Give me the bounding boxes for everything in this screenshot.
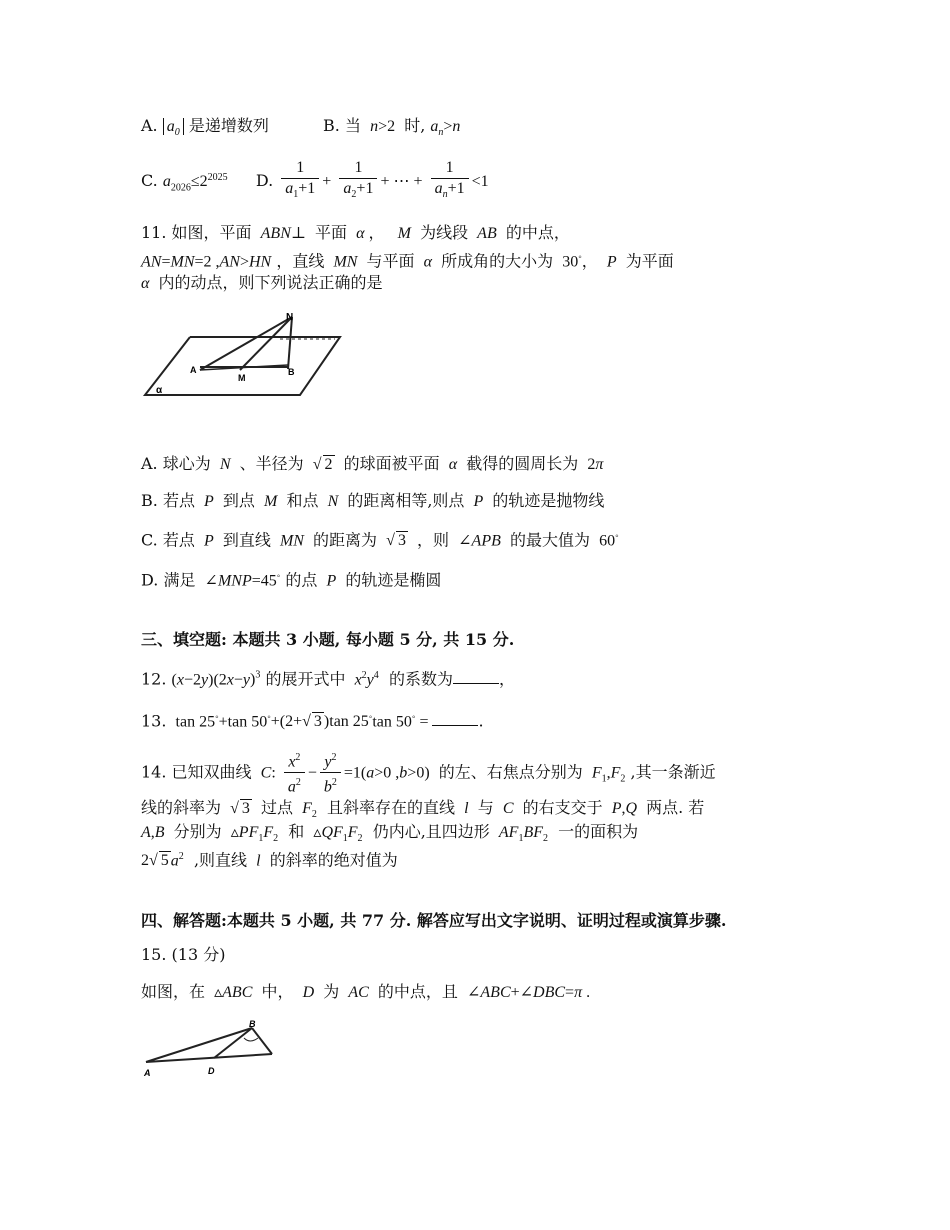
q13-answer-blank[interactable] xyxy=(432,711,478,726)
q11-line-2: AN=MN=2 ,AN>HN ，直线 MN 与平面 α 所成角的大小为 30◦， P 为平面 xyxy=(141,251,674,271)
q14-line-3: A,B 分别为 $▵PF_1F_2$ 和 $▵QF_1F_2$ 仍内心,且四边形 $AF_1BF_2$ 一的面积为 xyxy=(141,822,639,845)
q10-option-a-b-line: A. $a_0$ 是递增数列 B. 当 n>2 时, $a_n>n$ xyxy=(141,116,461,139)
section-4-title: 四、解答题:本题共 5 小题, 共 77 分. 解答应写出文字说明、证明过程或演算步骤. xyxy=(141,911,727,930)
q13: 13. tan 25◦+tan 50◦+(2+√ 3 )tan 25◦tan 50◦ = . xyxy=(141,711,484,731)
q14-line-4: 2√ 5 $a^2$ ,则直线 l 的斜率的绝对值为 xyxy=(141,850,398,870)
label-b: B xyxy=(249,1019,256,1029)
label-b: B xyxy=(288,367,295,377)
label-a: A xyxy=(190,365,197,375)
label-a: A xyxy=(144,1068,151,1078)
q15-figure xyxy=(142,1018,282,1080)
q11-option-a: A. 球心为 N 、半径为 √ 2 的球面被平面 α 截得的圆周长为 2π xyxy=(141,454,604,473)
segment-bc xyxy=(252,1028,272,1054)
label-n: N xyxy=(286,312,294,323)
q15-header: 15. (13 分) xyxy=(141,945,226,964)
q11-figure xyxy=(140,305,350,405)
section-3-title: 三、填空题: 本题共 3 小题, 每小题 5 分, 共 15 分. xyxy=(141,630,515,649)
q11-line-3: α 内的动点，则下列说法正确的是 xyxy=(141,273,383,292)
segment-an xyxy=(200,317,292,370)
segment-db xyxy=(214,1028,252,1058)
label-alpha: α xyxy=(156,385,163,396)
label-d: D xyxy=(208,1066,215,1076)
q14-line-1: 14. 已知双曲线 C: $\frac{x^2}{a^2}$ − $\frac{y^2}{b^2}$ =1(a>0 ,b>0) 的左、右焦点分别为 $F_1,F_2$ ,其一条渐近 xyxy=(141,748,716,802)
q12-answer-blank[interactable] xyxy=(453,669,499,684)
abs-a0: $a_0$ xyxy=(163,118,184,135)
q14-line-2: 线的斜率为 √ 3 过点 $F_2$ 且斜率存在的直线 l 与 C 的右支交于 P,Q 两点. 若 xyxy=(141,798,705,821)
q11-option-b: B. 若点 P 到点 M 和点 N 的距离相等,则点 P 的轨迹是抛物线 xyxy=(141,491,605,510)
q11-option-c: C. 若点 P 到直线 MN 的距离为 √ 3 ，则 ∠APB 的最大值为 60◦ xyxy=(141,530,619,550)
label-m: M xyxy=(238,373,246,383)
q10-option-c-d-line: C. $a_{2026}\le 2^{2025}$ D. $\frac{1}{a_1+1}$ + $\frac{1}{a_2+1}$ + ⋯ + $\frac{1}{a_n+1}$ <1 xyxy=(141,159,489,201)
angle-mark xyxy=(244,1038,258,1041)
q11-option-d: D. 满足 ∠MNP=45◦ 的点 P 的轨迹是椭圆 xyxy=(141,570,442,590)
q12: 12. $(x-2y)(2x-y)^3$ 的展开式中 $x^2y^4$ 的系数为 ， xyxy=(141,669,515,689)
q15-text: 如图，在 ▵ABC 中， D 为 AC 的中点，且 ∠ABC+∠DBC=π . xyxy=(141,982,591,1001)
segment-nb xyxy=(288,317,292,369)
q11-line-1: 11. 如图，平面 ABN⊥ 平面 α ， M 为线段 AB 的中点， xyxy=(141,223,570,242)
